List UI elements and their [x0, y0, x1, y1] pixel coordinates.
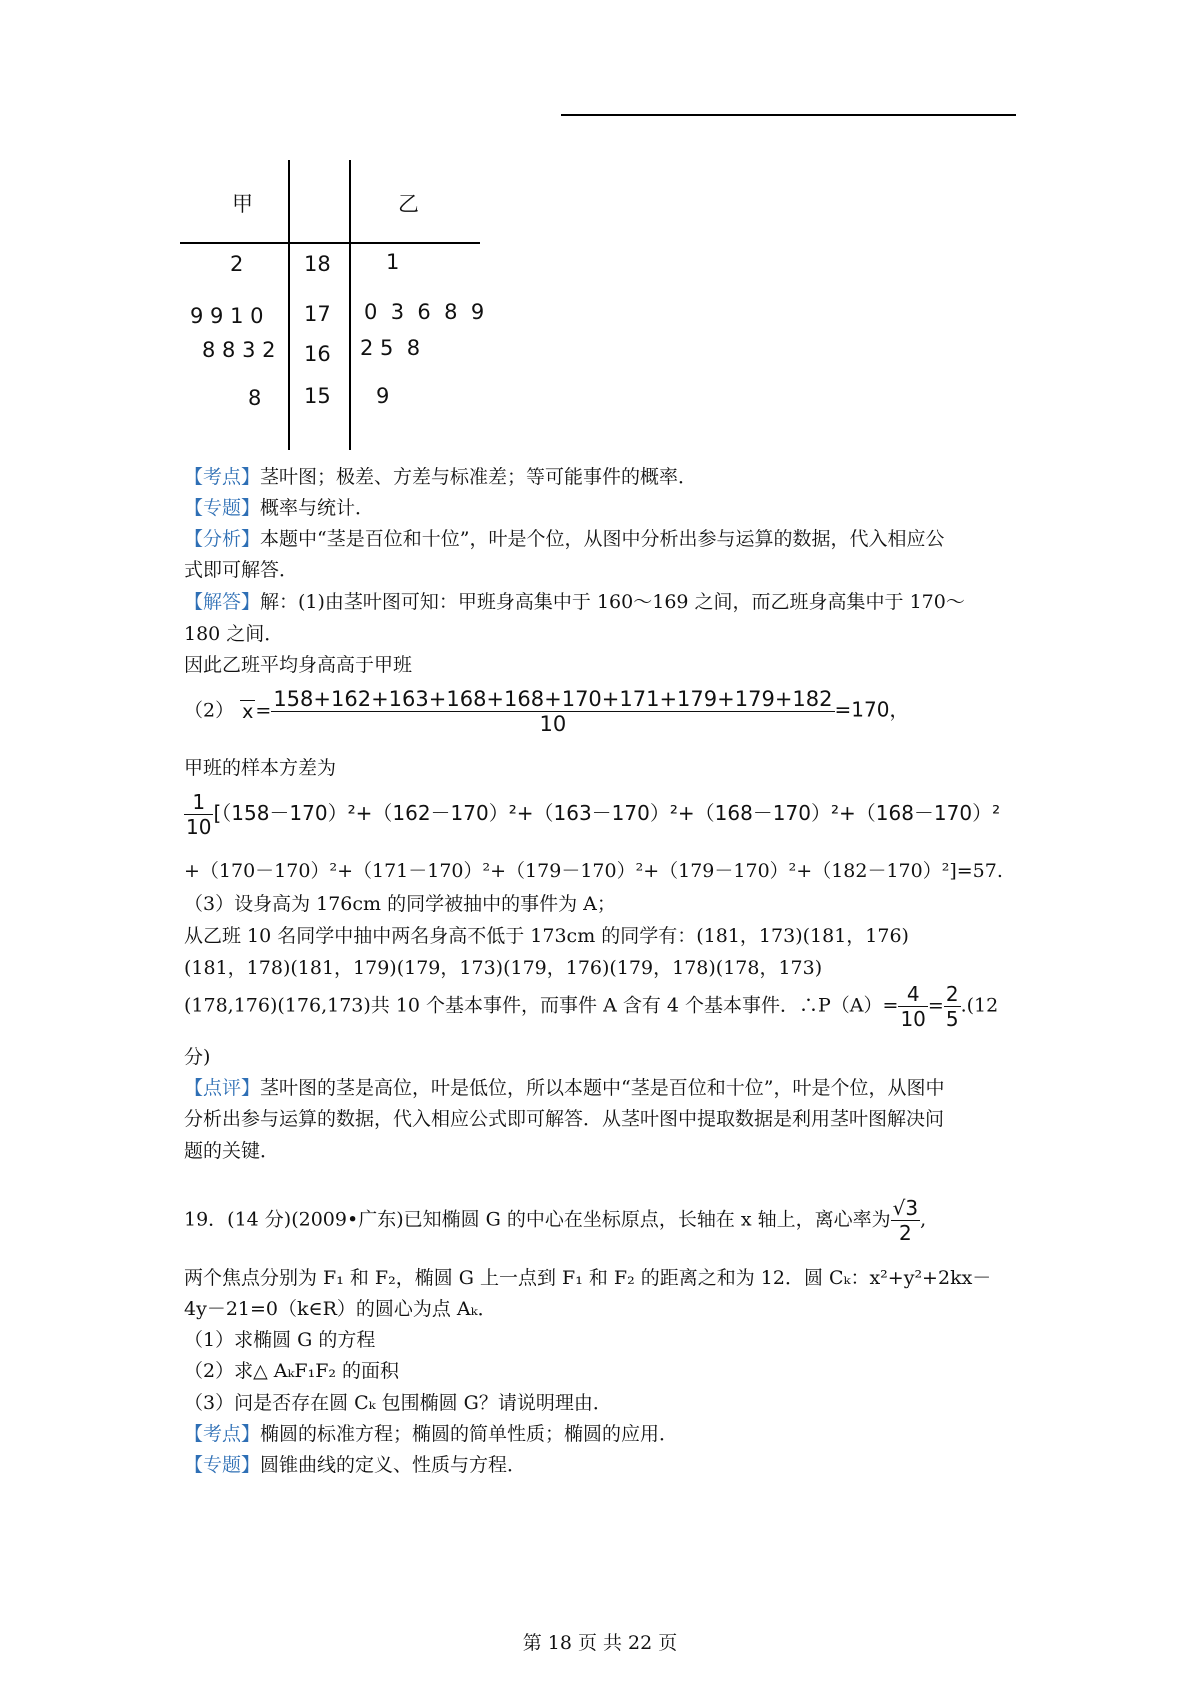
kaodian-tag: 【考点】 — [184, 466, 261, 488]
prob-den-2: 5 — [945, 1007, 959, 1031]
p3-line-1: （3）设身高为 176cm 的同学被抽中的事件为 A； — [184, 893, 616, 915]
dianping-text-2: 分析出参与运算的数据，代入相应公式即可解答．从茎叶图中提取数据是利用茎叶图解决问 — [184, 1108, 945, 1130]
variance-line-1 — [184, 790, 1000, 839]
stem-row: 17 — [304, 302, 331, 326]
q19-zhuanti-tag: 【专题】 — [184, 1454, 261, 1476]
dianping-tag: 【点评】 — [184, 1077, 261, 1099]
mean-eq: = — [255, 699, 272, 722]
page-footer: 第 18 页 共 22 页 — [522, 1632, 678, 1654]
q19-zhuanti-text: 圆锥曲线的定义、性质与方程． — [260, 1454, 527, 1476]
zhuanti-tag: 【专题】 — [184, 497, 261, 519]
stem-row: 15 — [304, 384, 331, 408]
zhuanti-text: 概率与统计． — [260, 497, 375, 519]
dianping-line — [184, 1075, 944, 1101]
jieda-tag: 【解答】 — [184, 591, 261, 613]
p3-line-5: 分) — [184, 1046, 211, 1068]
dianping-text: 茎叶图的茎是高位，叶是低位，所以本题中“茎是百位和十位”，叶是个位，从图中 — [260, 1077, 945, 1099]
header-divider — [180, 242, 480, 244]
leaf-right-row: 2 5 8 — [360, 336, 421, 360]
leaf-right-row: 0 3 6 8 9 — [364, 300, 485, 324]
q19-sub-3: （3）问是否存在圆 Cₖ 包围椭圆 G？请说明理由． — [184, 1392, 612, 1414]
variance-denominator: 10 — [186, 815, 212, 839]
jieda-text-3: 因此乙班平均身高高于甲班 — [184, 654, 413, 676]
q19-kaodian-text: 椭圆的标准方程；椭圆的简单性质；椭圆的应用． — [260, 1423, 679, 1445]
q19-line-1 — [184, 1196, 926, 1245]
leaf-left-row: 9 9 1 0 — [190, 304, 264, 328]
stem-leaf-figure — [180, 160, 500, 450]
prob-num-2: 2 — [945, 982, 959, 1006]
variance-title: 甲班的样本方差为 — [184, 757, 337, 779]
p3-line-3: (181，178)(181，179)(179，173)(179，176)(179，178)(178，173) — [184, 957, 823, 979]
p3-line-4 — [184, 982, 998, 1031]
p3-line-2: 从乙班 10 名同学中抽中两名身高不低于 173cm 的同学有：(181，173)(181，176) — [184, 925, 909, 947]
mean-denominator: 10 — [539, 712, 567, 736]
mean-prefix: （2） — [184, 699, 235, 722]
answer-underline — [561, 114, 1016, 116]
q19-zhuanti-line — [184, 1452, 526, 1478]
header-left: 甲 — [232, 192, 253, 216]
q19-kaodian-tag: 【考点】 — [184, 1423, 261, 1445]
fenxi-line — [184, 526, 944, 552]
stem-row: 16 — [304, 342, 331, 366]
mean-formula — [184, 687, 909, 736]
q19-line-2: 两个焦点分别为 F₁ 和 F₂，椭圆 G 上一点到 F₁ 和 F₂ 的距离之和为 12．圆 Cₖ：x²+y²+2kx－ — [184, 1267, 992, 1289]
fenxi-tag: 【分析】 — [184, 528, 261, 550]
leaf-left-row: 8 — [248, 386, 262, 410]
stem-right-divider — [349, 160, 351, 450]
prob-fraction-2 — [944, 982, 961, 1031]
fenxi-text-2: 式即可解答． — [184, 559, 299, 581]
dianping-text-3: 题的关键． — [184, 1140, 280, 1162]
q19-text-1: 19．(14 分)(2009•广东)已知椭圆 G 的中心在坐标原点，长轴在 x 轴上，离心率为 — [184, 1208, 891, 1231]
prob-num-1: 4 — [898, 982, 927, 1007]
prob-fraction-1 — [898, 982, 927, 1031]
stem-left-divider — [288, 160, 290, 450]
kaodian-line — [184, 464, 697, 490]
jieda-text-2: 180 之间． — [184, 623, 284, 645]
eccentricity-fraction — [891, 1196, 920, 1245]
zhuanti-line — [184, 495, 374, 521]
eccentricity-num: √3 — [892, 1196, 919, 1220]
mean-fraction — [271, 687, 834, 736]
prob-eq: = — [927, 994, 944, 1017]
mean-numerator: 158+162+163+168+168+170+171+179+179+182 — [273, 687, 833, 711]
eccentricity-den: 2 — [899, 1221, 912, 1245]
jieda-line — [184, 589, 965, 615]
prob-den-1: 10 — [900, 1007, 926, 1031]
prob-score: .(12 — [960, 994, 999, 1017]
mean-symbol-x: x — [242, 701, 254, 723]
q19-line-3: 4y－21=0（k∈R）的圆心为点 Aₖ． — [184, 1298, 497, 1320]
variance-line-2: +（170－170）²+（171－170）²+（179－170）²+（179－170）²+（182－170）²]=57. — [184, 860, 1003, 882]
leaf-right-row: 9 — [376, 384, 390, 408]
mean-result: =170， — [834, 697, 910, 722]
variance-numerator: 1 — [184, 790, 213, 815]
kaodian-text: 茎叶图；极差、方差与标准差；等可能事件的概率． — [260, 466, 698, 488]
variance-fraction — [184, 790, 213, 839]
p3-text-4: (178,176)(176,173)共 10 个基本事件，而事件 A 含有 4 个基本事件．∴P（A）= — [184, 994, 899, 1017]
q19-text-1-end: , — [920, 1208, 927, 1231]
q19-kaodian-line — [184, 1421, 678, 1447]
variance-terms-1: [（158－170）²+（162－170）²+（163－170）²+（168－170）²+（168－170）² — [213, 801, 1001, 825]
fenxi-text: 本题中“茎是百位和十位”，叶是个位，从图中分析出参与运算的数据，代入相应公 — [260, 528, 945, 550]
leaf-left-row: 2 — [230, 252, 244, 276]
leaf-left-row: 8 8 3 2 — [202, 338, 276, 362]
header-right: 乙 — [398, 192, 419, 216]
q19-sub-2: （2）求△ AₖF₁F₂ 的面积 — [184, 1360, 400, 1382]
stem-row: 18 — [304, 252, 331, 276]
jieda-text: 解：(1)由茎叶图可知：甲班身高集中于 160～169 之间，而乙班身高集中于 170～ — [260, 591, 965, 613]
leaf-right-row: 1 — [386, 250, 400, 274]
q19-sub-1: （1）求椭圆 G 的方程 — [184, 1329, 376, 1351]
mean-symbol — [240, 700, 255, 723]
